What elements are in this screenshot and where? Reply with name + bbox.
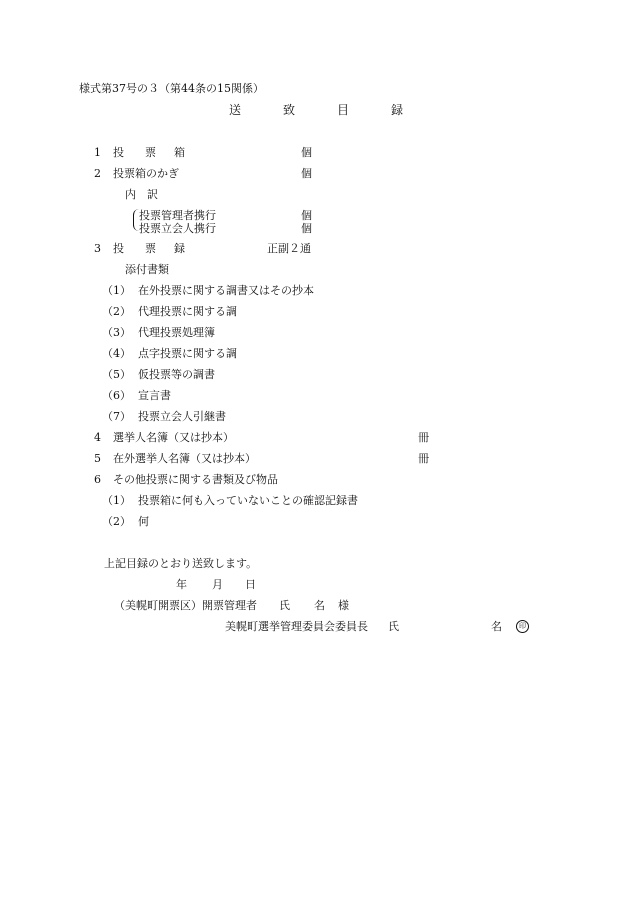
item-unit: 個 bbox=[301, 146, 312, 159]
list-item: 宣言書 bbox=[138, 389, 171, 402]
item-unit: 正副２通 bbox=[267, 242, 311, 255]
item-number: 5 bbox=[94, 452, 101, 465]
item-label-char: 投 bbox=[113, 242, 124, 255]
item-number: 6 bbox=[94, 473, 101, 486]
list-item-number: （3） bbox=[102, 326, 131, 339]
addressee-name-char: 名 bbox=[314, 599, 325, 612]
list-item: 投票立会人引継書 bbox=[138, 410, 226, 423]
item-number: 4 bbox=[94, 431, 101, 444]
list-item: 点字投票に関する調 bbox=[138, 347, 237, 360]
list-item: 投票箱に何も入っていないことの確認記録書 bbox=[138, 494, 358, 507]
date-year: 年 bbox=[176, 578, 187, 591]
addressee-honorific: 様 bbox=[338, 599, 349, 612]
item-number: 3 bbox=[94, 242, 101, 255]
item-label: その他投票に関する書類及び物品 bbox=[113, 473, 278, 486]
list-item: 在外投票に関する調書又はその抄本 bbox=[138, 284, 314, 297]
sub-item-label: 投票管理者携行 bbox=[139, 209, 216, 222]
item-label-char: 票 bbox=[145, 242, 156, 255]
item-unit: 冊 bbox=[418, 452, 429, 465]
closing-statement: 上記目録のとおり送致します。 bbox=[104, 557, 258, 570]
item-label-char: 録 bbox=[174, 242, 185, 255]
date-day: 日 bbox=[245, 578, 256, 591]
list-item: 仮投票等の調書 bbox=[138, 368, 215, 381]
list-item-number: （6） bbox=[102, 389, 131, 402]
title-char-2: 致 bbox=[283, 103, 296, 117]
item-label: 投票箱のかぎ bbox=[113, 167, 179, 180]
title-char-4: 録 bbox=[391, 103, 404, 117]
breakdown-char: 内 bbox=[125, 188, 136, 201]
item-label-char: 投 bbox=[113, 146, 124, 159]
sub-item-label: 投票立会人携行 bbox=[139, 222, 216, 235]
form-number-header: 様式第37号の３（第44条の15関係） bbox=[79, 82, 264, 95]
addressee-name-char: 氏 bbox=[279, 599, 290, 612]
item-number: 2 bbox=[94, 167, 101, 180]
list-item-number: （7） bbox=[102, 410, 131, 423]
item-number: 1 bbox=[94, 146, 101, 159]
sub-item-unit: 個 bbox=[301, 222, 312, 235]
item-label-char: 箱 bbox=[174, 146, 185, 159]
title-char-3: 目 bbox=[337, 103, 350, 117]
list-item-number: （4） bbox=[102, 347, 131, 360]
sender-org: 美幌町選挙管理委員会委員長 bbox=[225, 620, 368, 633]
item-label-char: 票 bbox=[145, 146, 156, 159]
list-item-number: （1） bbox=[102, 284, 131, 297]
list-item-number: （1） bbox=[102, 494, 131, 507]
item-unit: 個 bbox=[301, 167, 312, 180]
list-item: 何 bbox=[138, 515, 149, 528]
title-char-1: 送 bbox=[229, 103, 242, 117]
list-item-number: （2） bbox=[102, 515, 131, 528]
sender-name-char: 氏 bbox=[388, 620, 399, 633]
item-label: 在外選挙人名簿（又は抄本） bbox=[113, 452, 256, 465]
addressee-org: （美幌町開票区）開票管理者 bbox=[114, 599, 257, 612]
sender-name-char: 名 bbox=[491, 620, 502, 633]
list-item-number: （5） bbox=[102, 368, 131, 381]
list-item: 代理投票処理簿 bbox=[138, 326, 215, 339]
seal-mark: 印 bbox=[516, 620, 529, 633]
list-item-number: （2） bbox=[102, 305, 131, 318]
item-unit: 冊 bbox=[418, 431, 429, 444]
attachments-heading: 添付書類 bbox=[125, 263, 169, 276]
sub-item-unit: 個 bbox=[301, 209, 312, 222]
breakdown-char: 訳 bbox=[147, 188, 158, 201]
date-month: 月 bbox=[212, 578, 223, 591]
item-label: 選挙人名簿（又は抄本） bbox=[113, 431, 234, 444]
list-item: 代理投票に関する調 bbox=[138, 305, 237, 318]
